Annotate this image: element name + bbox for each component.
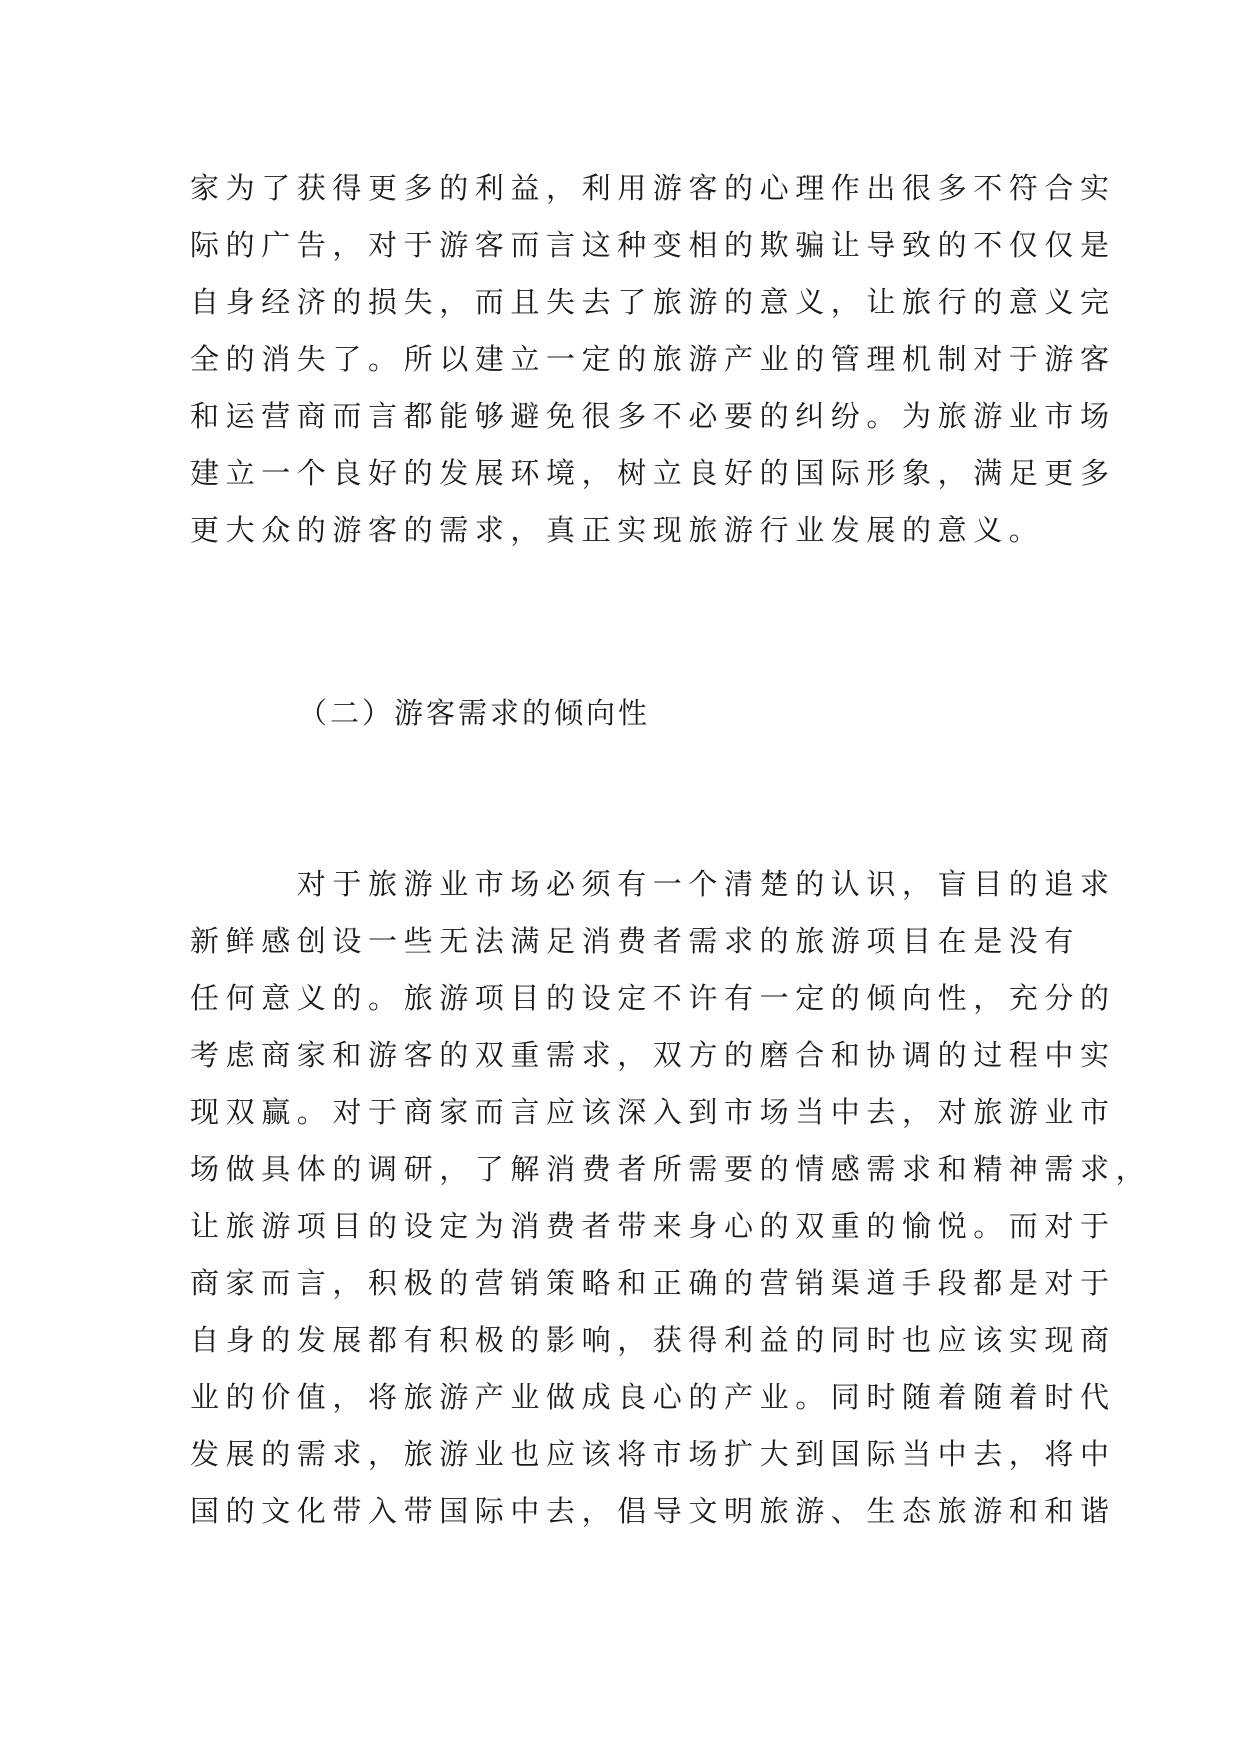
paragraph-line: 建立一个良好的发展环境，树立良好的国际形象，满足更多 <box>190 456 1116 490</box>
paragraph-line: 发展的需求，旅游业也应该将市场扩大到国际当中去，将中 <box>190 1437 1116 1471</box>
paragraph-line: 商家而言，积极的营销策略和正确的营销渠道手段都是对于 <box>190 1266 1116 1300</box>
paragraph-line: 国的文化带入带国际中去，倡导文明旅游、生态旅游和和谐 <box>190 1494 1116 1528</box>
paragraph-line: 和运营商而言都能够避免很多不必要的纠纷。为旅游业市场 <box>190 399 1116 433</box>
paragraph-line: 现双赢。对于商家而言应该深入到市场当中去，对旅游业市 <box>190 1095 1116 1129</box>
paragraph-line: 自身的发展都有积极的影响，获得利益的同时也应该实现商 <box>190 1323 1116 1357</box>
paragraph-line: 家为了获得更多的利益，利用游客的心理作出很多不符合实 <box>190 171 1116 205</box>
paragraph-line: 全的消失了。所以建立一定的旅游产业的管理机制对于游客 <box>190 342 1116 376</box>
paragraph-line: 考虑商家和游客的双重需求，双方的磨合和协调的过程中实 <box>190 1038 1116 1072</box>
paragraph-line: 业的价值，将旅游产业做成良心的产业。同时随着随着时代 <box>190 1380 1116 1414</box>
paragraph-line: 让旅游项目的设定为消费者带来身心的双重的愉悦。而对于 <box>190 1209 1116 1243</box>
paragraph-line: 场做具体的调研，了解消费者所需要的情感需求和精神需求， <box>190 1152 1152 1186</box>
body-paragraph <box>190 856 1152 1540</box>
paragraph-line: 更大众的游客的需求，真正实现旅游行业发展的意义。 <box>190 513 1045 547</box>
section-heading: （二）游客需求的倾向性 <box>298 696 651 730</box>
paragraph-line: 自身经济的损失，而且失去了旅游的意义，让旅行的意义完 <box>190 285 1116 319</box>
body-paragraph <box>190 160 1116 559</box>
paragraph-line: 任何意义的。旅游项目的设定不许有一定的倾向性，充分的 <box>190 981 1116 1015</box>
paragraph-line: 新鲜感创设一些无法满足消费者需求的旅游项目在是没有 <box>190 924 1081 958</box>
paragraph-line: 际的广告，对于游客而言这种变相的欺骗让导致的不仅仅是 <box>190 228 1116 262</box>
paragraph-line: 对于旅游业市场必须有一个清楚的认识，盲目的追求 <box>190 867 1116 901</box>
